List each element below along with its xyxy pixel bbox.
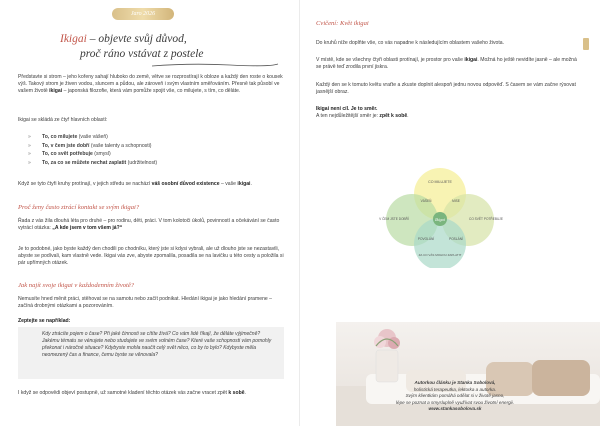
areas-list: [28, 133, 157, 167]
list-item: » To, co milujete (vaše vášeň): [28, 134, 108, 140]
label-center: Ikigai: [435, 217, 445, 222]
label-paid: ZA CO VÁS MOHOU ZAPLATIT: [418, 253, 462, 257]
ikigai-diagram: [370, 168, 510, 268]
gold-tab: [583, 38, 589, 50]
exercise-paragraph-3: Každý den se k tomuto květu vraťte a zkuste doplnit alespoň jednu novou odpověď. S časem se vám začne rýsovat jasnější obraz.: [316, 82, 576, 96]
questions-box: Kdy ztrácíte pojem o čase? Při jaké činnosti se cítíte živá? Co vám lidé říkají, že děláte výjimečně? Jakému tématu se vénujete nebo studujete ve svém volném čase? Které vaše schopnosti vám pomohly překonat i náročné situace? Kdybyste mohla naučit celý svět něco, co by to bylo? Kdybyste měla neomezený čas a finance, čemu byste se věnovala?: [18, 327, 284, 379]
closing-paragraph: I když se odpovědi objeví postupně, už samotné kladení těchto otázek vás začne vracet zpět k sobě.: [18, 390, 246, 396]
label-passion: VÁŠEŇ: [420, 199, 432, 203]
label-need-text: CO SVĚT POTŘEBUJE: [469, 217, 503, 221]
label-good-text: V ČEM JSTE DOBŘÍ: [379, 217, 409, 221]
label-need: [469, 216, 503, 221]
author-credit: Autorkou článku je Stanka Sobolová, holistická terapeutka, lektorka a autorka. Svým klientkám pomáhá odělat si v životě jasno, lépe se poznat a smysluplně využívat svou životní energii. www.stankasobolova.sk: [396, 380, 514, 412]
label-love: CO MILUJETE: [428, 180, 452, 184]
exercise-motto: Ikigai není cíl. Je to směr. A ten nejdůležitější směr je: zpět k sobě.: [316, 106, 409, 120]
intro-paragraph: Představte si strom – jeho kořeny sahají hluboko do země, větve se rozprostírají k obloze a každý den roste o kousek výš. Takový strom je živen vodou, sluncem a půdou, ale zároveň i svým vlastním směřováním. Přesně tak působí ve vašem životě ikigai – japonská filozofie, která vám pomůže spojit vše, co milujete, s tím, co děláte.: [18, 74, 283, 95]
title-line1: – objevte svůj důvod,: [86, 33, 187, 45]
find-paragraph: Nemusíte hned měnit práci, stěhovat se na samotu nebo začít podnikat. Hledání ikigai je jako hledání pramene – začíná drobnými otázkami a pozorováním.: [18, 296, 272, 310]
list-item: » To, co svět potřebuje (smysl): [28, 151, 111, 157]
list-item: » To, v čem jste dobří (vaše talenty a schopnosti): [28, 142, 152, 149]
heading-why: Proč ženy často ztrácí kontakt se svým ikigai?: [18, 204, 140, 211]
label-good: [379, 216, 409, 221]
label-profession: POVOLÁNÍ: [417, 237, 435, 241]
list-item: » To, za co se můžete nechat zaplatit (udržitelnost): [28, 159, 158, 166]
exercise-paragraph-2: V místě, kde se všechny čtyři oblasti protínají, je prostor pro vaše ikigai. Možná ho ještě nevidíte jasně – ale možná se právě teď zrodila první jiskra.: [316, 57, 577, 71]
ask-label: Zeptejte se například:: [18, 318, 71, 324]
issue-badge: Jaro 2026: [112, 8, 174, 20]
areas-intro: Ikigai se skládá ze čtyř hlavních oblastí:: [18, 117, 108, 123]
exercise-heading: Cvičení: Květ ikigai: [316, 20, 369, 27]
example-paragraph: Je to podobné, jako byste každý den chodili po chodníku, který jste si kdysi vybrali, ale už dlouho jste se nezastavili, abyste se podívali, kam vlastně vede. Ikigai vás zve, abyste zpomalila, posadila se na lavičku u této cesty a položila si pár upřímných otázek.: [18, 246, 284, 267]
center-paragraph: Když se tyto čtyři kruhy protínají, v jejich středu se nachází váš osobní důvod existence – vaše ikigai.: [18, 181, 252, 187]
title-ikigai: Ikigai: [60, 33, 87, 45]
title-line2: proč ráno vstávat z postele: [80, 48, 204, 60]
article-title: [60, 32, 280, 62]
why-paragraph: Řada z vás žila dlouhá léta pro druhé – pro rodinu, děti, práci. V tom kolotoči úkolů, povinností a očekávání se často vytrácí otázka: „A kde jsem v tom všem já?“: [18, 218, 280, 232]
label-vocation: POSLÁNÍ: [449, 237, 463, 241]
heading-find: Jak najít svoje ikigai v každodenním životě?: [18, 282, 135, 289]
title-underline-stroke: [150, 62, 280, 68]
label-mission: MISE: [452, 199, 460, 203]
exercise-paragraph-1: Do kruhů níže doplňte vše, co vás napadne k následujícím oblastem vašeho života.: [316, 40, 505, 46]
